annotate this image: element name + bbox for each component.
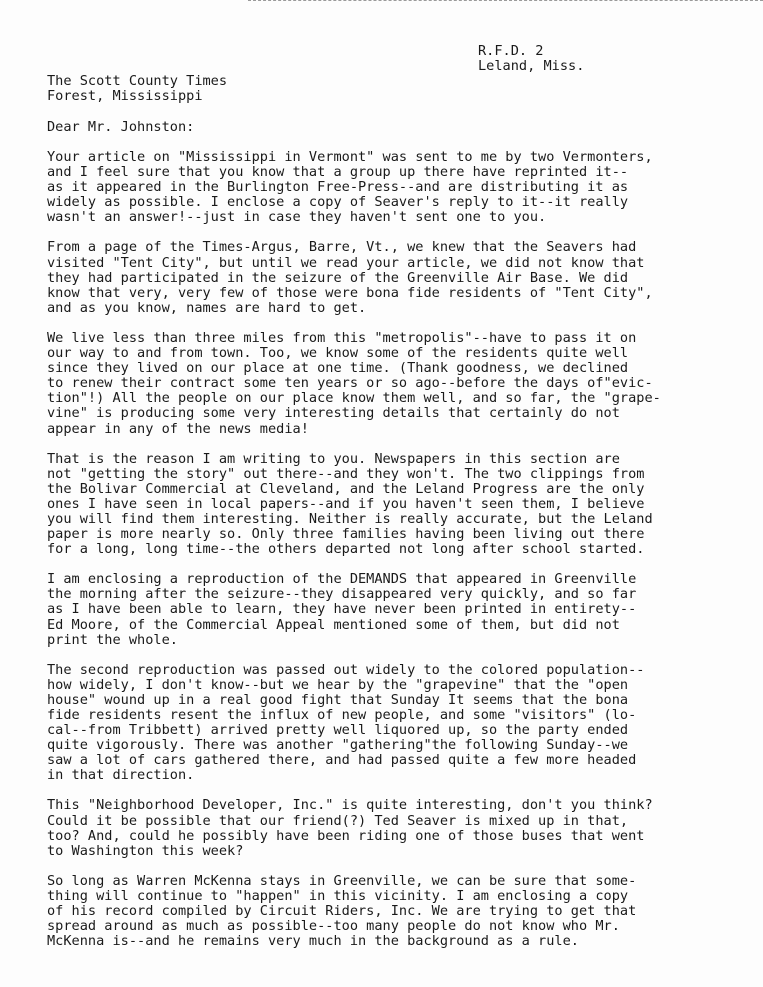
paragraph-line: Your article on "Mississippi in Vermont" was sent to me by two Vermonters, <box>47 149 653 165</box>
return-address-line: Leland, Miss. <box>478 58 585 75</box>
paragraph <box>47 452 747 558</box>
paragraph-line: for a long, long time--the others departed not long after school started. <box>47 541 645 558</box>
return-address <box>478 44 584 74</box>
paragraph-line: they had participated in the seizure of the Greenville Air Base. We did <box>47 269 629 286</box>
paragraph <box>47 798 747 858</box>
paragraph-line: cal--from Tribbett) arrived pretty well liquored up, so the party ended <box>47 722 629 739</box>
paragraph-line: too? And, could he possibly have been riding one of those buses that went <box>47 827 645 844</box>
paragraph <box>47 663 747 784</box>
paragraph <box>47 240 747 315</box>
paragraph-line: the Bolivar Commercial at Cleveland, and the Leland Progress are the only <box>47 480 645 497</box>
paragraph-line: house" wound up in a real good fight that Sunday It seems that the bona <box>47 691 629 708</box>
paragraph-line: know that very, very few of those were bona fide residents of "Tent City", <box>47 284 653 301</box>
paragraph-line: of his record compiled by Circuit Riders, Inc. We are trying to get that <box>47 903 637 920</box>
paragraph-line: thing will continue to "happen" in this vicinity. I am enclosing a copy <box>47 887 629 904</box>
paragraph-line: saw a lot of cars gathered there, and had passed quite a few more headed <box>47 752 637 769</box>
paragraph-line: widely as possible. I enclose a copy of Seaver's reply to it--it really <box>47 194 629 211</box>
paragraph-line: spread around as much as possible--too many people do not know who Mr. <box>47 918 620 935</box>
paragraph-line: the morning after the seizure--they disappeared very quickly, and so far <box>47 586 637 603</box>
paragraph-line: and as you know, names are hard to get. <box>47 299 367 316</box>
paragraph-line: We live less than three miles from this "metropolis"--have to pass it on <box>47 329 637 346</box>
paragraph-line: That is the reason I am writing to you. Newspapers in this section are <box>47 450 620 467</box>
paragraph-line: our way to and from town. Too, we know some of the residents quite well <box>47 345 629 362</box>
paragraph-line: to Washington this week? <box>47 842 244 859</box>
paragraph-line: tion"!) All the people on our place know them well, and so far, the "grape- <box>47 390 661 407</box>
paragraph-line: since they lived on our place at one time. (Thank goodness, we declined <box>47 360 629 377</box>
paragraph-line: So long as Warren McKenna stays in Greenville, we can be sure that some- <box>47 872 637 889</box>
paragraph-line: vine" is producing some very interesting details that certainly do not <box>47 405 620 422</box>
paragraph-line: and I feel sure that you know that a group up there have reprinted it-- <box>47 164 629 181</box>
paragraph-line: not "getting the story" out there--and they won't. The two clippings from <box>47 465 645 482</box>
paragraph-line: I am enclosing a reproduction of the DEMANDS that appeared in Greenville <box>47 571 637 588</box>
paragraph-line: Ed Moore, of the Commercial Appeal mentioned some of them, but did not <box>47 616 620 633</box>
paragraph-line: This "Neighborhood Developer, Inc." is quite interesting, don't you think? <box>47 797 653 814</box>
paragraph-line: in that direction. <box>47 767 195 784</box>
paragraph-line: From a page of the Times-Argus, Barre, Vt., we knew that the Seavers had <box>47 239 637 256</box>
paragraph <box>47 331 747 437</box>
paragraph <box>47 150 747 225</box>
paragraph <box>47 874 747 949</box>
paragraph-line: paper is more nearly so. Only three families having been living out there <box>47 526 645 543</box>
return-address-line: R.F.D. 2 <box>478 43 544 59</box>
paragraph-line: The second reproduction was passed out widely to the colored population-- <box>47 661 645 678</box>
salutation: Dear Mr. Johnston: <box>47 119 195 135</box>
recipient-line: Forest, Mississippi <box>47 88 203 105</box>
recipient-line: The Scott County Times <box>47 73 228 89</box>
paragraph-line: as it appeared in the Burlington Free-Press--and are distributing it as <box>47 179 629 196</box>
recipient-address <box>47 74 227 104</box>
letter-body <box>47 150 747 964</box>
paragraph-line: how widely, I don't know--but we hear by the "grapevine" that the "open <box>47 676 629 693</box>
paragraph-line: fide residents resent the influx of new people, and some "visitors" (lo- <box>47 707 637 723</box>
paragraph-line: wasn't an answer!--just in case they haven't sent one to you. <box>47 209 547 226</box>
paragraph-line: Could it be possible that our friend(?) Ted Seaver is mixed up in that, <box>47 812 629 829</box>
paragraph-line: as I have been able to learn, they have never been printed in entirety-- <box>47 601 637 618</box>
paragraph-line: print the whole. <box>47 631 178 648</box>
paragraph-line: McKenna is--and he remains very much in the background as a rule. <box>47 933 579 950</box>
paragraph <box>47 572 747 647</box>
top-edge-dashed-line <box>248 0 763 1</box>
paragraph-line: to renew their contract some ten years or so ago--before the days of"evic- <box>47 375 653 392</box>
paragraph-line: quite vigorously. There was another "gathering"the following Sunday--we <box>47 737 629 754</box>
paragraph-line: visited "Tent City", but until we read your article, we did not know that <box>47 254 645 271</box>
paragraph-line: appear in any of the news media! <box>47 420 309 437</box>
paragraph-line: you will find them interesting. Neither is really accurate, but the Leland <box>47 510 653 527</box>
paragraph-line: ones I have seen in local papers--and if you haven't seen them, I believe <box>47 495 645 512</box>
